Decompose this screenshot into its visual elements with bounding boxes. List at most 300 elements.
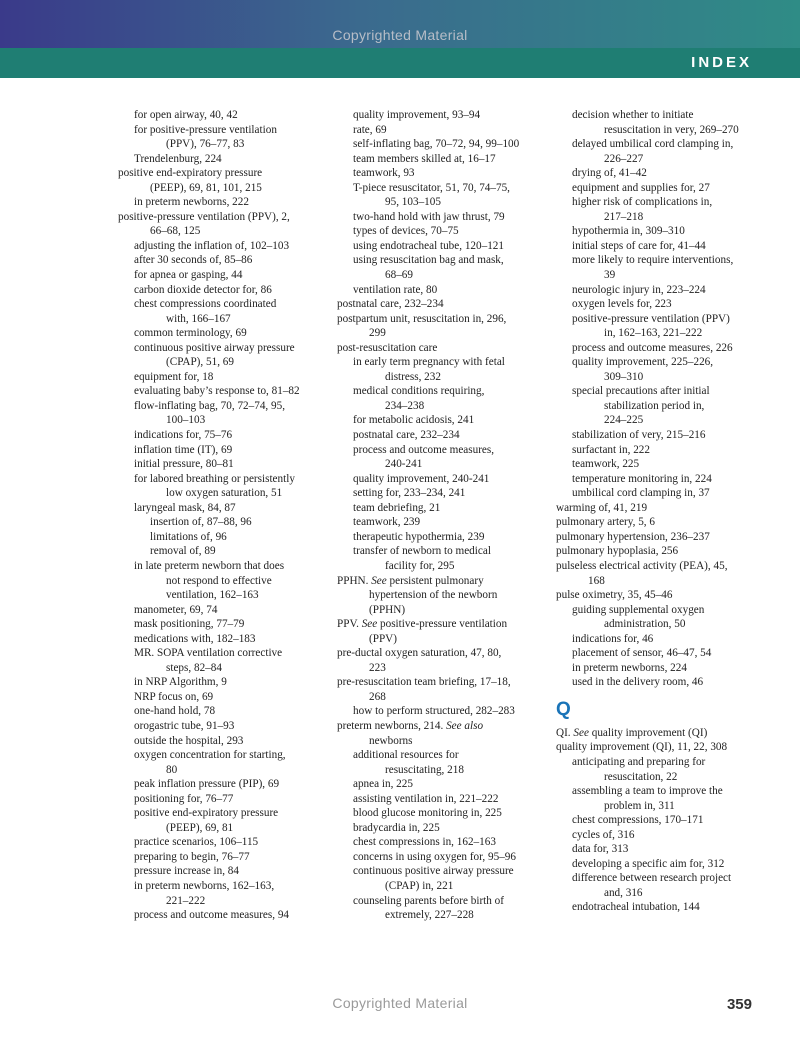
index-entry-text: types of devices, 70–75 — [353, 225, 459, 238]
index-entry-text: in early term pregnancy with fetal — [353, 356, 505, 369]
index-entry — [556, 661, 784, 676]
index-entry-text: Trendelenburg, 224 — [134, 152, 222, 165]
index-entry-text: difference between research project — [572, 872, 732, 885]
index-entry-text: common terminology, 69 — [134, 327, 247, 340]
index-entry-text: oxygen concentration for starting, — [134, 749, 286, 762]
index-entry-text: practice scenarios, 106–115 — [134, 836, 259, 849]
index-entry — [556, 472, 784, 487]
index-entry — [118, 210, 328, 239]
index-entry-text: quality improvement, 225–226, — [572, 356, 714, 369]
index-entry-text: apnea in, 225 — [353, 778, 413, 791]
index-entry-text: assisting ventilation in, 221–222 — [353, 792, 499, 805]
index-entry-continuation: 68–69 — [385, 269, 413, 282]
index-entry — [556, 646, 784, 661]
watermark-top: Copyrighted Material — [332, 27, 468, 43]
index-entry-continuation: (PEEP), 69, 81 — [166, 821, 234, 834]
index-entry — [337, 501, 552, 516]
index-entry — [118, 428, 328, 443]
index-entry-continuation: 66–68, 125 — [150, 225, 201, 238]
index-entry-text: pulseless electrical activity (PEA), 45, — [556, 559, 728, 572]
index-entry — [556, 726, 784, 741]
index-entry-text: mask positioning, 77–79 — [134, 618, 245, 631]
index-entry — [337, 443, 552, 472]
index-entry-text: assembling a team to improve the — [572, 785, 723, 798]
index-entry-text: initial steps of care for, 41–44 — [572, 239, 706, 252]
index-entry-text: process and outcome measures, — [353, 443, 495, 456]
index-entry-continuation: 268 — [369, 690, 386, 703]
index-entry — [556, 784, 784, 813]
index-column-3-q-entries — [556, 726, 784, 915]
index-entry-text: using endotracheal tube, 120–121 — [353, 239, 504, 252]
index-entry-continuation: 80 — [166, 763, 178, 776]
index-entry-text: one-hand hold, 78 — [134, 705, 216, 718]
index-entry — [556, 297, 784, 312]
index-entry-continuation: 100–103 — [166, 414, 206, 427]
index-entry-text: additional resources for — [353, 749, 459, 762]
index-entry-text: two-hand hold with jaw thrust, 79 — [353, 210, 505, 223]
index-entry — [118, 632, 328, 647]
index-entry-text: for metabolic acidosis, 241 — [353, 414, 475, 427]
index-entry — [556, 842, 784, 857]
index-entry — [556, 813, 784, 828]
index-entry — [556, 900, 784, 915]
section-label: INDEX — [691, 54, 752, 71]
index-entry — [118, 704, 328, 719]
index-entry — [118, 283, 328, 298]
index-entry — [118, 501, 328, 516]
index-entry-text: team members skilled at, 16–17 — [353, 152, 496, 165]
index-entry-text: positive-pressure ventilation (PPV) — [572, 312, 730, 325]
index-entry-text: inflation time (IT), 69 — [134, 443, 233, 456]
index-entry-text: indications for, 75–76 — [134, 429, 233, 442]
index-entry-text: delayed umbilical cord clamping in, — [572, 138, 734, 151]
index-entry-text: pre-resuscitation team briefing, 17–18, — [337, 676, 511, 689]
index-entry-text: oxygen levels for, 223 — [572, 298, 672, 311]
index-entry-text: pulse oximetry, 35, 45–46 — [556, 589, 673, 602]
index-header-bar — [0, 48, 800, 78]
index-entry-continuation: 240-241 — [385, 458, 423, 471]
index-entry-text: counseling parents before birth of — [353, 894, 504, 907]
index-entry — [556, 675, 784, 690]
index-entry — [118, 850, 328, 865]
index-entry — [118, 617, 328, 632]
index-entry — [337, 253, 552, 282]
index-entry — [556, 428, 784, 443]
index-entry-continuation: stabilization period in, — [604, 399, 705, 412]
index-entry-text: quality improvement, 240-241 — [353, 472, 490, 485]
index-entry — [337, 108, 552, 123]
index-entry — [556, 224, 784, 239]
index-entry — [118, 864, 328, 879]
index-entry-continuation: resuscitating, 218 — [385, 763, 464, 776]
index-entry-continuation: low oxygen saturation, 51 — [166, 487, 283, 500]
index-entry — [118, 457, 328, 472]
index-entry-text: used in the delivery room, 46 — [572, 676, 704, 689]
index-entry — [337, 806, 552, 821]
index-entry-continuation: distress, 232 — [385, 370, 441, 383]
index-entry-text: transfer of newborn to medical — [353, 545, 491, 558]
index-entry — [118, 748, 328, 777]
index-entry-continuation: (PPHN) — [369, 603, 406, 616]
index-entry — [337, 355, 552, 384]
index-entry — [118, 253, 328, 268]
index-entry — [556, 588, 784, 603]
index-entry-text: positioning for, 76–77 — [134, 792, 234, 805]
index-entry — [118, 341, 328, 370]
index-entry-text: postpartum unit, resuscitation in, 296, — [337, 312, 507, 325]
index-entry-text: placement of sensor, 46–47, 54 — [572, 647, 712, 660]
index-entry-text: ventilation rate, 80 — [353, 283, 438, 296]
index-entry — [118, 370, 328, 385]
index-entry — [556, 857, 784, 872]
index-entry-text: indications for, 46 — [572, 632, 654, 645]
index-entry — [556, 755, 784, 784]
index-entry-text: concerns in using oxygen for, 95–96 — [353, 850, 516, 863]
index-entry-text: initial pressure, 80–81 — [134, 458, 234, 471]
index-entry-continuation: 299 — [369, 327, 386, 340]
index-entry — [556, 486, 784, 501]
index-entry — [337, 850, 552, 865]
index-entry-text: postnatal care, 232–234 — [337, 298, 444, 311]
index-entry — [556, 501, 784, 516]
index-entry — [337, 413, 552, 428]
index-entry-text: QI. See quality improvement (QI) — [556, 726, 708, 739]
index-entry — [556, 544, 784, 559]
page-number: 359 — [726, 996, 752, 1013]
index-entry-text: limitations of, 96 — [150, 530, 227, 543]
index-entry — [556, 515, 784, 530]
index-entry-continuation: resuscitation, 22 — [604, 770, 678, 783]
index-entry-text: PPHN. See persistent pulmonary — [337, 574, 484, 587]
index-entry — [556, 443, 784, 458]
index-entry — [337, 617, 552, 646]
index-entry — [556, 603, 784, 632]
index-entry-text: data for, 313 — [572, 843, 629, 856]
index-entry-continuation: extremely, 227–228 — [385, 909, 474, 922]
index-entry — [337, 835, 552, 850]
index-entry-text: continuous positive airway pressure — [353, 865, 514, 878]
index-entry — [556, 740, 784, 755]
index-entry — [337, 719, 552, 748]
index-entry-text: hypothermia in, 309–310 — [572, 225, 685, 238]
index-entry — [337, 894, 552, 923]
index-entry-text: in late preterm newborn that does — [134, 559, 285, 572]
index-entry-continuation: problem in, 311 — [604, 799, 675, 812]
index-entry — [337, 428, 552, 443]
index-entry-text: carbon dioxide detector for, 86 — [134, 283, 272, 296]
index-entry — [118, 384, 328, 399]
index-entry-text: pulmonary hypertension, 236–237 — [556, 530, 710, 543]
index-entry — [556, 828, 784, 843]
index-entry — [118, 195, 328, 210]
index-entry-continuation: 223 — [369, 661, 386, 674]
index-entry-continuation: 226–227 — [604, 152, 644, 165]
index-entry-text: positive end-expiratory pressure — [134, 807, 279, 820]
index-entry — [118, 734, 328, 749]
index-entry-text: process and outcome measures, 94 — [134, 909, 290, 922]
index-entry — [118, 544, 328, 559]
index-entry-text: temperature monitoring in, 224 — [572, 472, 712, 485]
index-entry-continuation: 224–225 — [604, 414, 644, 427]
index-entry — [556, 137, 784, 166]
index-entry-text: PPV. See positive-pressure ventilation — [337, 618, 508, 631]
index-entry-text: how to perform structured, 282–283 — [353, 705, 515, 718]
index-entry — [337, 792, 552, 807]
index-entry — [556, 559, 784, 588]
index-entry-text: therapeutic hypothermia, 239 — [353, 530, 485, 543]
index-entry — [337, 239, 552, 254]
index-entry-text: post-resuscitation care — [337, 341, 438, 354]
index-entry-text: evaluating baby’s response to, 81–82 — [134, 385, 300, 398]
index-entry — [118, 675, 328, 690]
index-entry-continuation: (CPAP), 51, 69 — [166, 356, 234, 369]
index-entry-text: T-piece resuscitator, 51, 70, 74–75, — [353, 181, 510, 194]
index-entry — [118, 646, 328, 675]
index-entry — [556, 108, 784, 137]
index-entry-text: MR. SOPA ventilation corrective — [134, 647, 283, 660]
index-column-2 — [337, 108, 552, 923]
index-entry-text: preparing to begin, 76–77 — [134, 850, 250, 863]
index-entry-text: equipment and supplies for, 27 — [572, 181, 710, 194]
index-entry — [118, 472, 328, 501]
index-entry — [118, 399, 328, 428]
index-entry — [118, 239, 328, 254]
index-entry-text: continuous positive airway pressure — [134, 341, 295, 354]
index-entry — [337, 515, 552, 530]
index-entry-continuation: and, 316 — [604, 886, 643, 899]
index-entry — [556, 355, 784, 384]
index-entry — [337, 486, 552, 501]
index-entry-text: decision whether to initiate — [572, 109, 694, 121]
index-entry — [556, 871, 784, 900]
index-entry-text: anticipating and preparing for — [572, 755, 706, 768]
index-entry — [118, 908, 328, 923]
index-entry-continuation: 95, 103–105 — [385, 196, 441, 209]
index-column-3 — [556, 108, 784, 915]
index-entry-continuation: 217–218 — [604, 210, 644, 223]
index-entry — [337, 864, 552, 893]
index-entry-continuation: 39 — [604, 269, 616, 282]
index-entry-text: team debriefing, 21 — [353, 501, 441, 514]
index-entry-text: teamwork, 225 — [572, 458, 640, 471]
index-entry — [556, 195, 784, 224]
index-entry-continuation: facility for, 295 — [385, 559, 455, 572]
index-entry-text: guiding supplemental oxygen — [572, 603, 705, 616]
index-entry — [337, 166, 552, 181]
index-entry-text: endotracheal intubation, 144 — [572, 901, 700, 914]
index-entry — [337, 152, 552, 167]
index-entry — [337, 297, 552, 312]
index-entry-text: positive-pressure ventilation (PPV), 2, — [118, 210, 290, 223]
index-entry-text: NRP focus on, 69 — [134, 690, 214, 703]
index-entry — [337, 530, 552, 545]
index-entry-text: neurologic injury in, 223–224 — [572, 283, 706, 296]
index-entry — [337, 821, 552, 836]
index-entry-continuation: 221–222 — [166, 894, 206, 907]
index-entry — [337, 210, 552, 225]
index-entry — [337, 574, 552, 618]
index-entry — [118, 152, 328, 167]
index-entry — [556, 283, 784, 298]
index-entry — [337, 123, 552, 138]
index-entry-text: rate, 69 — [353, 123, 387, 136]
index-entry — [337, 544, 552, 573]
index-entry-text: removal of, 89 — [150, 545, 216, 558]
index-entry-continuation: not respond to effective — [166, 574, 272, 587]
index-entry-text: manometer, 69, 74 — [134, 603, 218, 616]
index-entry-text: umbilical cord clamping in, 37 — [572, 487, 710, 500]
index-entry — [556, 166, 784, 181]
index-entry — [118, 108, 328, 123]
index-entry — [118, 835, 328, 850]
index-entry — [337, 777, 552, 792]
index-entry-text: after 30 seconds of, 85–86 — [134, 254, 253, 267]
index-entry — [337, 675, 552, 704]
index-entry — [556, 530, 784, 545]
index-entry-text: teamwork, 93 — [353, 167, 415, 180]
index-entry — [556, 457, 784, 472]
index-entry — [337, 472, 552, 487]
index-entry-continuation: (PPV), 76–77, 83 — [166, 138, 245, 151]
index-entry-text: higher risk of complications in, — [572, 196, 713, 209]
index-entry-text: in preterm newborns, 222 — [134, 196, 249, 209]
index-entry — [118, 268, 328, 283]
index-entry — [118, 559, 328, 603]
index-entry — [556, 312, 784, 341]
index-entry-text: equipment for, 18 — [134, 370, 214, 383]
index-entry-text: more likely to require interventions, — [572, 254, 734, 267]
index-entry-continuation: (PPV) — [369, 632, 397, 645]
index-entry-continuation: in, 162–163, 221–222 — [604, 327, 703, 340]
index-entry-text: in NRP Algorithm, 9 — [134, 676, 227, 689]
index-entry-text: for open airway, 40, 42 — [134, 109, 238, 121]
index-entry — [118, 777, 328, 792]
index-entry — [118, 806, 328, 835]
index-entry-text: pulmonary hypoplasia, 256 — [556, 545, 679, 558]
index-entry-text: in preterm newborns, 224 — [572, 661, 687, 674]
index-entry-text: positive end-expiratory pressure — [118, 167, 263, 180]
index-entry-text: pressure increase in, 84 — [134, 865, 239, 878]
index-entry-continuation: resuscitation in very, 269–270 — [604, 123, 739, 136]
index-entry-text: quality improvement, 93–94 — [353, 109, 481, 121]
index-entry-text: pulmonary artery, 5, 6 — [556, 516, 655, 529]
index-entry — [118, 690, 328, 705]
index-entry — [556, 181, 784, 196]
index-entry-continuation: steps, 82–84 — [166, 661, 222, 674]
index-entry-text: using resuscitation bag and mask, — [353, 254, 504, 267]
index-entry — [337, 283, 552, 298]
index-entry-continuation: 309–310 — [604, 370, 644, 383]
index-entry — [337, 748, 552, 777]
index-entry — [118, 530, 328, 545]
index-entry-text: in preterm newborns, 162–163, — [134, 879, 275, 892]
index-entry-text: for apnea or gasping, 44 — [134, 269, 243, 282]
watermark-bottom: Copyrighted Material — [332, 995, 468, 1011]
index-entry-text: teamwork, 239 — [353, 516, 421, 529]
index-entry-text: medical conditions requiring, — [353, 385, 485, 398]
index-entry-text: warming of, 41, 219 — [556, 501, 648, 514]
index-entry-text: peak inflation pressure (PIP), 69 — [134, 778, 280, 791]
index-entry — [337, 646, 552, 675]
index-entry-continuation: hypertension of the newborn — [369, 589, 498, 602]
index-entry — [118, 297, 328, 326]
index-entry-text: chest compressions in, 162–163 — [353, 836, 496, 849]
index-entry — [118, 603, 328, 618]
index-entry-text: surfactant in, 222 — [572, 443, 650, 456]
index-entry-continuation: administration, 50 — [604, 618, 686, 631]
index-entry — [556, 341, 784, 356]
index-entry-text: preterm newborns, 214. See also — [337, 719, 484, 732]
index-entry-text: chest compressions coordinated — [134, 298, 277, 311]
index-entry-text: stabilization of very, 215–216 — [572, 429, 706, 442]
index-entry-text: postnatal care, 232–234 — [353, 429, 460, 442]
index-entry — [118, 326, 328, 341]
top-banner — [0, 0, 800, 48]
index-entry — [556, 384, 784, 428]
index-entry-continuation: newborns — [369, 734, 413, 747]
index-entry — [337, 704, 552, 719]
index-entry — [556, 632, 784, 647]
index-entry — [118, 719, 328, 734]
index-entry — [118, 515, 328, 530]
index-entry — [337, 224, 552, 239]
index-entry-text: blood glucose monitoring in, 225 — [353, 807, 502, 820]
index-entry-text: adjusting the inflation of, 102–103 — [134, 239, 290, 252]
index-entry-continuation: 234–238 — [385, 399, 425, 412]
index-entry-text: chest compressions, 170–171 — [572, 814, 704, 827]
index-entry-text: bradycardia in, 225 — [353, 821, 440, 834]
index-entry-continuation: (PEEP), 69, 81, 101, 215 — [150, 181, 262, 194]
index-entry-text: setting for, 233–234, 241 — [353, 487, 466, 500]
index-entry-text: pre-ductal oxygen saturation, 47, 80, — [337, 647, 502, 660]
index-entry — [556, 253, 784, 282]
index-entry-continuation: 168 — [588, 574, 605, 587]
index-entry-text: self-inflating bag, 70–72, 94, 99–100 — [353, 138, 520, 151]
index-entry-text: drying of, 41–42 — [572, 167, 647, 180]
index-entry — [118, 443, 328, 458]
index-entry-text: quality improvement (QI), 11, 22, 308 — [556, 741, 728, 754]
index-entry-text: medications with, 182–183 — [134, 632, 256, 645]
index-entry — [337, 384, 552, 413]
index-entry-text: developing a specific aim for, 312 — [572, 857, 725, 870]
index-entry-text: flow-inflating bag, 70, 72–74, 95, — [134, 399, 286, 412]
index-entry — [337, 181, 552, 210]
index-entry — [118, 792, 328, 807]
index-entry — [337, 137, 552, 152]
section-letter-q: Q — [556, 698, 571, 720]
index-entry-text: orogastric tube, 91–93 — [134, 719, 235, 732]
index-entry-text: laryngeal mask, 84, 87 — [134, 501, 236, 514]
index-entry-text: for positive-pressure ventilation — [134, 123, 277, 136]
index-entry — [337, 341, 552, 356]
index-column-1 — [118, 108, 328, 923]
index-entry-text: outside the hospital, 293 — [134, 734, 244, 747]
index-entry-continuation: ventilation, 162–163 — [166, 589, 259, 602]
index-column-3-entries — [556, 108, 784, 690]
index-entry — [118, 879, 328, 908]
index-entry — [556, 239, 784, 254]
index-entry-text: insertion of, 87–88, 96 — [150, 516, 252, 529]
index-entry — [118, 123, 328, 152]
index-entry — [337, 312, 552, 341]
index-entry-continuation: with, 166–167 — [166, 312, 231, 325]
index-entry-text: for labored breathing or persistently — [134, 472, 295, 485]
index-entry — [118, 166, 328, 195]
index-entry-continuation: (CPAP) in, 221 — [385, 879, 454, 892]
index-entry-text: special precautions after initial — [572, 385, 710, 398]
index-entry-text: process and outcome measures, 226 — [572, 341, 733, 354]
index-entry-text: cycles of, 316 — [572, 828, 635, 841]
